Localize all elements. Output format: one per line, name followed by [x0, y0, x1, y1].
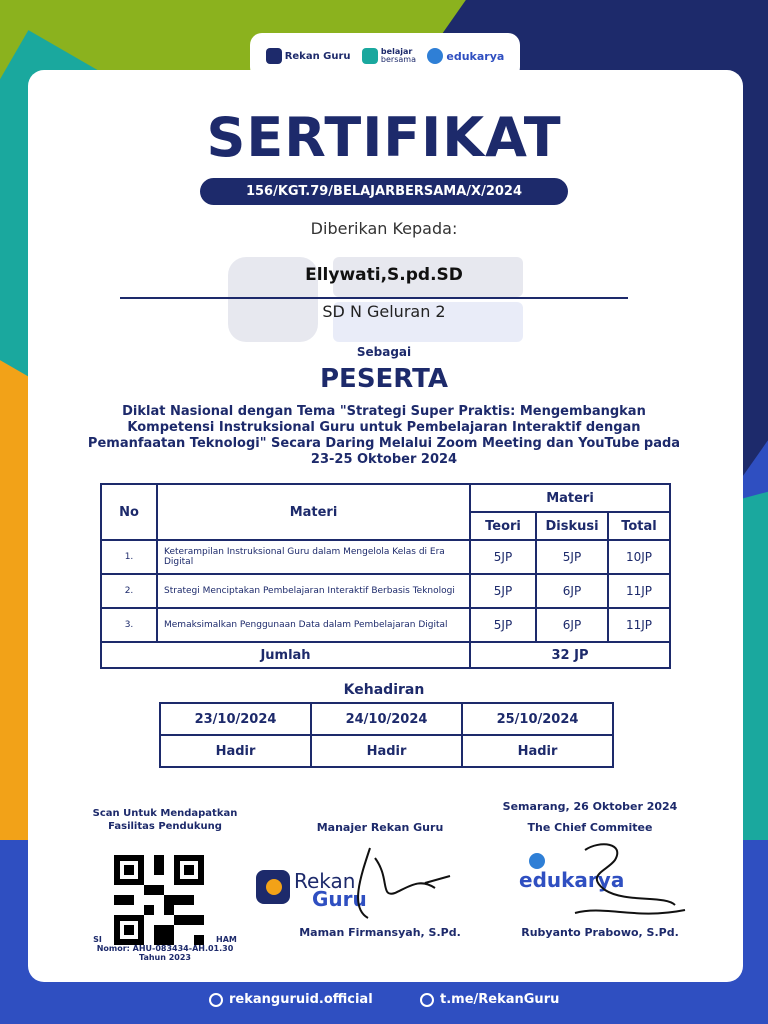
qr-caption-line: Fasilitas Pendukung [108, 821, 222, 832]
telegram-handle: t.me/RekanGuru [440, 992, 560, 1007]
hki-line: Nomor: AHU-083434-AH.01.30 [96, 944, 234, 953]
sum-value: 32 JP [470, 642, 670, 668]
place-date: Semarang, 26 Oktober 2024 [502, 800, 678, 813]
row-diskusi: 5JP [536, 540, 608, 574]
row-no: 1. [101, 540, 157, 574]
row-diskusi: 6JP [536, 574, 608, 608]
header-materi-group: Materi [470, 484, 670, 512]
row-teori: 5JP [470, 608, 536, 642]
attendance-status: Hadir [462, 735, 613, 767]
attendance-title: Kehadiran [343, 682, 425, 698]
row-materi: Memaksimalkan Penggunaan Data dalam Pembelajaran Digital [157, 608, 470, 642]
attendance-status: Hadir [311, 735, 462, 767]
hki-line: SI HAM [93, 935, 237, 944]
belajar-bersama-logo: belajar bersama [362, 48, 416, 64]
header-diskusi: Diskusi [536, 512, 608, 540]
left-signer-name: Maman Firmansyah, S.Pd. [299, 926, 461, 939]
given-to-label: Diberikan Kepada: [310, 219, 458, 238]
left-signer-title: Manajer Rekan Guru [316, 821, 444, 834]
attendance-date: 25/10/2024 [462, 703, 613, 735]
table-row [101, 574, 670, 608]
instagram-handle: rekanguruid.official [229, 992, 373, 1007]
logo-tab [250, 33, 520, 79]
header-no: No [101, 484, 157, 540]
telegram-icon [420, 993, 434, 1007]
rekan-guru-stamp-logo [250, 838, 470, 928]
header-total: Total [608, 512, 670, 540]
row-materi: Keterampilan Instruksional Guru dalam Mengelola Kelas di Era Digital [157, 540, 470, 574]
qr-caption-line: Scan Untuk Mendapatkan [92, 808, 238, 819]
edukarya-stamp-logo [515, 835, 695, 925]
right-signer-name: Rubyanto Prabowo, S.Pd. [521, 926, 679, 939]
rekan-guru-logo: Rekan Guru [266, 48, 351, 64]
row-no: 2. [101, 574, 157, 608]
attendance-table [159, 702, 614, 768]
attendance-status: Hadir [160, 735, 311, 767]
right-signer-title: The Chief Commitee [527, 821, 653, 834]
svg-text:Guru: Guru [312, 887, 367, 911]
row-teori: 5JP [470, 540, 536, 574]
attendance-date: 23/10/2024 [160, 703, 311, 735]
hki-info [70, 935, 260, 962]
row-no: 3. [101, 608, 157, 642]
svg-text:edukarya: edukarya [519, 868, 625, 892]
svg-text:Rekan: Rekan [294, 869, 356, 893]
hki-line: Tahun 2023 [139, 953, 191, 962]
instagram-icon [209, 993, 223, 1007]
table-row [101, 608, 670, 642]
qr-caption [70, 807, 260, 833]
row-total: 11JP [608, 574, 670, 608]
row-total: 11JP [608, 608, 670, 642]
telegram-link[interactable] [420, 992, 559, 1007]
as-label: Sebagai [356, 345, 412, 359]
row-diskusi: 6JP [536, 608, 608, 642]
instagram-link[interactable] [209, 992, 373, 1007]
attendance-date: 24/10/2024 [311, 703, 462, 735]
role-title: PESERTA [320, 364, 448, 394]
row-teori: 5JP [470, 574, 536, 608]
header-teori: Teori [470, 512, 536, 540]
header-materi: Materi [157, 484, 470, 540]
certificate-title: SERTIFIKAT [206, 106, 562, 169]
name-underline [120, 297, 628, 299]
qr-code[interactable] [114, 855, 204, 945]
edukarya-logo: edukarya [427, 48, 504, 64]
row-materi: Strategi Menciptakan Pembelajaran Interaktif Berbasis Teknologi [157, 574, 470, 608]
certificate-number: 156/KGT.79/BELAJARBERSAMA/X/2024 [200, 178, 568, 205]
materi-table [100, 483, 671, 669]
row-total: 10JP [608, 540, 670, 574]
table-row [101, 540, 670, 574]
sum-label: Jumlah [101, 642, 470, 668]
recipient-name: Ellywati,S.pd.SD [305, 265, 463, 285]
event-description: Diklat Nasional dengan Tema "Strategi Super Praktis: Mengembangkan Kompetensi Instruksional Guru untuk Pembelajaran Interaktif dengan Pemanfaatan Teknologi" Secara Daring Melalui Zoom Meeting dan YouTube pada 23-25 Oktober 2024 [87, 404, 681, 467]
recipient-school: SD N Geluran 2 [322, 302, 446, 321]
